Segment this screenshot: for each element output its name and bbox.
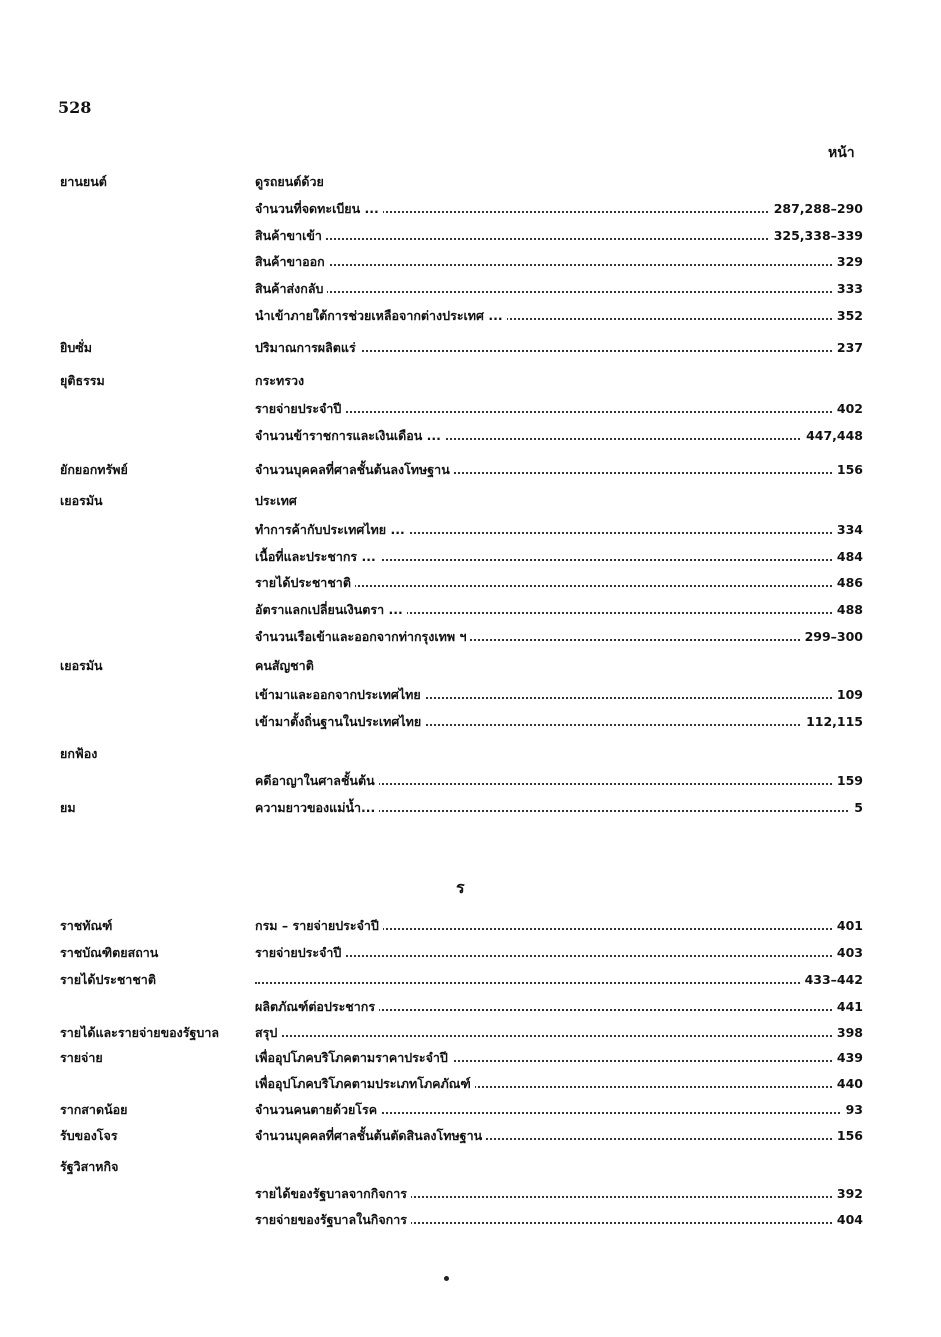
index-entry bbox=[0, 491, 941, 511]
index-entry bbox=[0, 916, 941, 936]
index-page-ref: 433–442 bbox=[801, 970, 863, 990]
page-number: 528 bbox=[58, 98, 92, 117]
index-page-ref: 440 bbox=[833, 1074, 863, 1094]
index-term: ยานยนต์ bbox=[60, 174, 107, 189]
index-entry bbox=[0, 573, 941, 593]
index-page-ref: 484 bbox=[833, 547, 863, 567]
index-subentry: จำนวนเรือเข้าและออกจากท่ากรุงเทพ ฯ bbox=[255, 627, 470, 647]
index-page-ref: 325,338–339 bbox=[770, 226, 863, 246]
index-term: รัฐวิสาหกิจ bbox=[60, 1159, 119, 1174]
index-entry bbox=[0, 600, 941, 620]
index-entry bbox=[0, 744, 941, 764]
index-page-ref: 156 bbox=[833, 1126, 863, 1146]
index-entry bbox=[0, 1100, 941, 1120]
index-page-ref: 404 bbox=[833, 1210, 863, 1230]
index-subentry: รายได้ของรัฐบาลจากกิจการ bbox=[255, 1184, 411, 1204]
index-subentry: สรุป bbox=[255, 1023, 281, 1043]
index-page-ref: 5 bbox=[850, 798, 863, 818]
index-term: รายจ่าย bbox=[60, 1050, 103, 1065]
index-subentry: เพื่ออุปโภคบริโภคตามประเภทโภคภัณฑ์ bbox=[255, 1074, 475, 1094]
index-subentry: เพื่ออุปโภคบริโภคตามราคาประจำปี bbox=[255, 1048, 452, 1068]
index-subentry: กระทรวง bbox=[255, 371, 308, 391]
index-subentry: ปริมาณการผลิตแร่ bbox=[255, 338, 360, 358]
page-column-header: หน้า bbox=[828, 145, 855, 161]
index-entry bbox=[0, 656, 941, 676]
index-subentry: จำนวนข้าราชการและเงินเดือน ... bbox=[255, 426, 445, 446]
index-subentry: เข้ามาและออกจากประเทศไทย bbox=[255, 685, 425, 705]
index-subentry: เนื้อที่และประชากร ... bbox=[255, 547, 380, 567]
index-subentry: ความยาวของแม่น้ำ... bbox=[255, 798, 379, 818]
index-subentry: สินค้าขาออก bbox=[255, 252, 329, 272]
index-subentry: จำนวนที่จดทะเบียน ... bbox=[255, 199, 383, 219]
dot-leader bbox=[255, 1035, 863, 1037]
index-term: ยักยอกทรัพย์ bbox=[60, 462, 128, 477]
index-page-ref: 352 bbox=[833, 306, 863, 326]
index-subentry: คดีอาญาในศาลชั้นต้น bbox=[255, 771, 379, 791]
index-subentry: ผลิตภัณฑ์ต่อประชากร bbox=[255, 997, 379, 1017]
index-entry bbox=[0, 685, 941, 705]
index-subentry: รายได้ประชาชาติ bbox=[255, 573, 355, 593]
index-term: ยุติธรรม bbox=[60, 373, 105, 388]
index-entry bbox=[0, 1023, 941, 1043]
index-page-ref: 392 bbox=[833, 1184, 863, 1204]
index-page-ref: 333 bbox=[833, 279, 863, 299]
index-subentry: เข้ามาตั้งถิ่นฐานในประเทศไทย bbox=[255, 712, 425, 732]
index-page-ref: 334 bbox=[833, 520, 863, 540]
index-entry bbox=[0, 399, 941, 419]
dot-leader bbox=[255, 955, 863, 957]
index-subentry: รายจ่ายประจำปี bbox=[255, 943, 345, 963]
footer-dot bbox=[444, 1276, 449, 1281]
index-entry bbox=[0, 997, 941, 1017]
index-entry bbox=[0, 627, 941, 647]
index-subentry: จำนวนคนตายด้วยโรค bbox=[255, 1100, 381, 1120]
index-entry bbox=[0, 426, 941, 446]
index-page-ref: 441 bbox=[833, 997, 863, 1017]
index-term: รายได้ประชาชาติ bbox=[60, 972, 156, 987]
index-subentry: อัตราแลกเปลี่ยนเงินตรา ... bbox=[255, 600, 407, 620]
index-entry bbox=[0, 798, 941, 818]
index-subentry: รายจ่ายประจำปี bbox=[255, 399, 345, 419]
index-page-ref: 109 bbox=[833, 685, 863, 705]
index-subentry: ทำการค้ากับประเทศไทย ... bbox=[255, 520, 409, 540]
index-entry bbox=[0, 1210, 941, 1230]
index-page-ref: 439 bbox=[833, 1048, 863, 1068]
index-page-ref: 112,115 bbox=[802, 712, 863, 732]
index-entry bbox=[0, 172, 941, 192]
index-page-ref: 299–300 bbox=[801, 627, 863, 647]
index-subentry: สินค้าส่งกลับ bbox=[255, 279, 327, 299]
index-entry bbox=[0, 771, 941, 791]
index-entry bbox=[0, 1157, 941, 1177]
index-entry bbox=[0, 970, 941, 990]
index-page-ref: 488 bbox=[833, 600, 863, 620]
dot-leader bbox=[255, 291, 863, 293]
index-term: ราชทัณฑ์ bbox=[60, 918, 113, 933]
index-entry bbox=[0, 1074, 941, 1094]
index-subentry: จำนวนบุคคลที่ศาลชั้นต้นลงโทษฐาน bbox=[255, 460, 454, 480]
index-subentry: กรม – รายจ่ายประจำปี bbox=[255, 916, 383, 936]
index-entry bbox=[0, 371, 941, 391]
index-subentry: ประเทศ bbox=[255, 491, 301, 511]
index-page-ref: 287,288–290 bbox=[770, 199, 863, 219]
index-term: ยกฟ้อง bbox=[60, 746, 98, 761]
index-page-ref: 159 bbox=[833, 771, 863, 791]
index-page-ref: 486 bbox=[833, 573, 863, 593]
index-term: รายได้และรายจ่ายของรัฐบาล bbox=[60, 1025, 219, 1040]
dot-leader bbox=[255, 264, 863, 266]
index-subentry: ดูรถยนต์ด้วย bbox=[255, 172, 328, 192]
index-term: เยอรมัน bbox=[60, 658, 103, 673]
index-page-ref: 401 bbox=[833, 916, 863, 936]
index-term: ยม bbox=[60, 800, 76, 815]
section-letter: ร bbox=[456, 878, 465, 897]
index-entry bbox=[0, 1184, 941, 1204]
index-term: เยอรมัน bbox=[60, 493, 103, 508]
dot-leader bbox=[255, 411, 863, 413]
index-entry bbox=[0, 943, 941, 963]
index-entry bbox=[0, 520, 941, 540]
index-entry bbox=[0, 1126, 941, 1146]
index-subentry: สินค้าขาเข้า bbox=[255, 226, 326, 246]
index-page-ref: 403 bbox=[833, 943, 863, 963]
index-entry bbox=[0, 306, 941, 326]
index-page-ref: 156 bbox=[833, 460, 863, 480]
index-entry bbox=[0, 226, 941, 246]
index-subentry: จำนวนบุคคลที่ศาลชั้นต้นตัดสินลงโทษฐาน bbox=[255, 1126, 486, 1146]
index-subentry: รายจ่ายของรัฐบาลในกิจการ bbox=[255, 1210, 411, 1230]
index-subentry: คนสัญชาติ bbox=[255, 656, 318, 676]
index-term: ยิบซั่ม bbox=[60, 340, 92, 355]
index-page-ref: 447,448 bbox=[802, 426, 863, 446]
index-entry bbox=[0, 460, 941, 480]
index-term: รับของโจร bbox=[60, 1128, 118, 1143]
index-entry bbox=[0, 547, 941, 567]
index-page-ref: 402 bbox=[833, 399, 863, 419]
index-page-ref: 237 bbox=[833, 338, 863, 358]
dot-leader bbox=[255, 982, 863, 984]
index-entry bbox=[0, 199, 941, 219]
index-entry bbox=[0, 712, 941, 732]
index-term: ราชบัณฑิตยสถาน bbox=[60, 945, 159, 960]
index-entry bbox=[0, 252, 941, 272]
index-page-ref: 329 bbox=[833, 252, 863, 272]
index-subentry: นำเข้าภายใต้การช่วยเหลือจากต่างประเทศ ... bbox=[255, 306, 507, 326]
index-entry bbox=[0, 338, 941, 358]
index-term: รากสาดน้อย bbox=[60, 1102, 128, 1117]
index-entry bbox=[0, 1048, 941, 1068]
index-page-ref: 93 bbox=[842, 1100, 863, 1120]
index-entry bbox=[0, 279, 941, 299]
index-page-ref: 398 bbox=[833, 1023, 863, 1043]
